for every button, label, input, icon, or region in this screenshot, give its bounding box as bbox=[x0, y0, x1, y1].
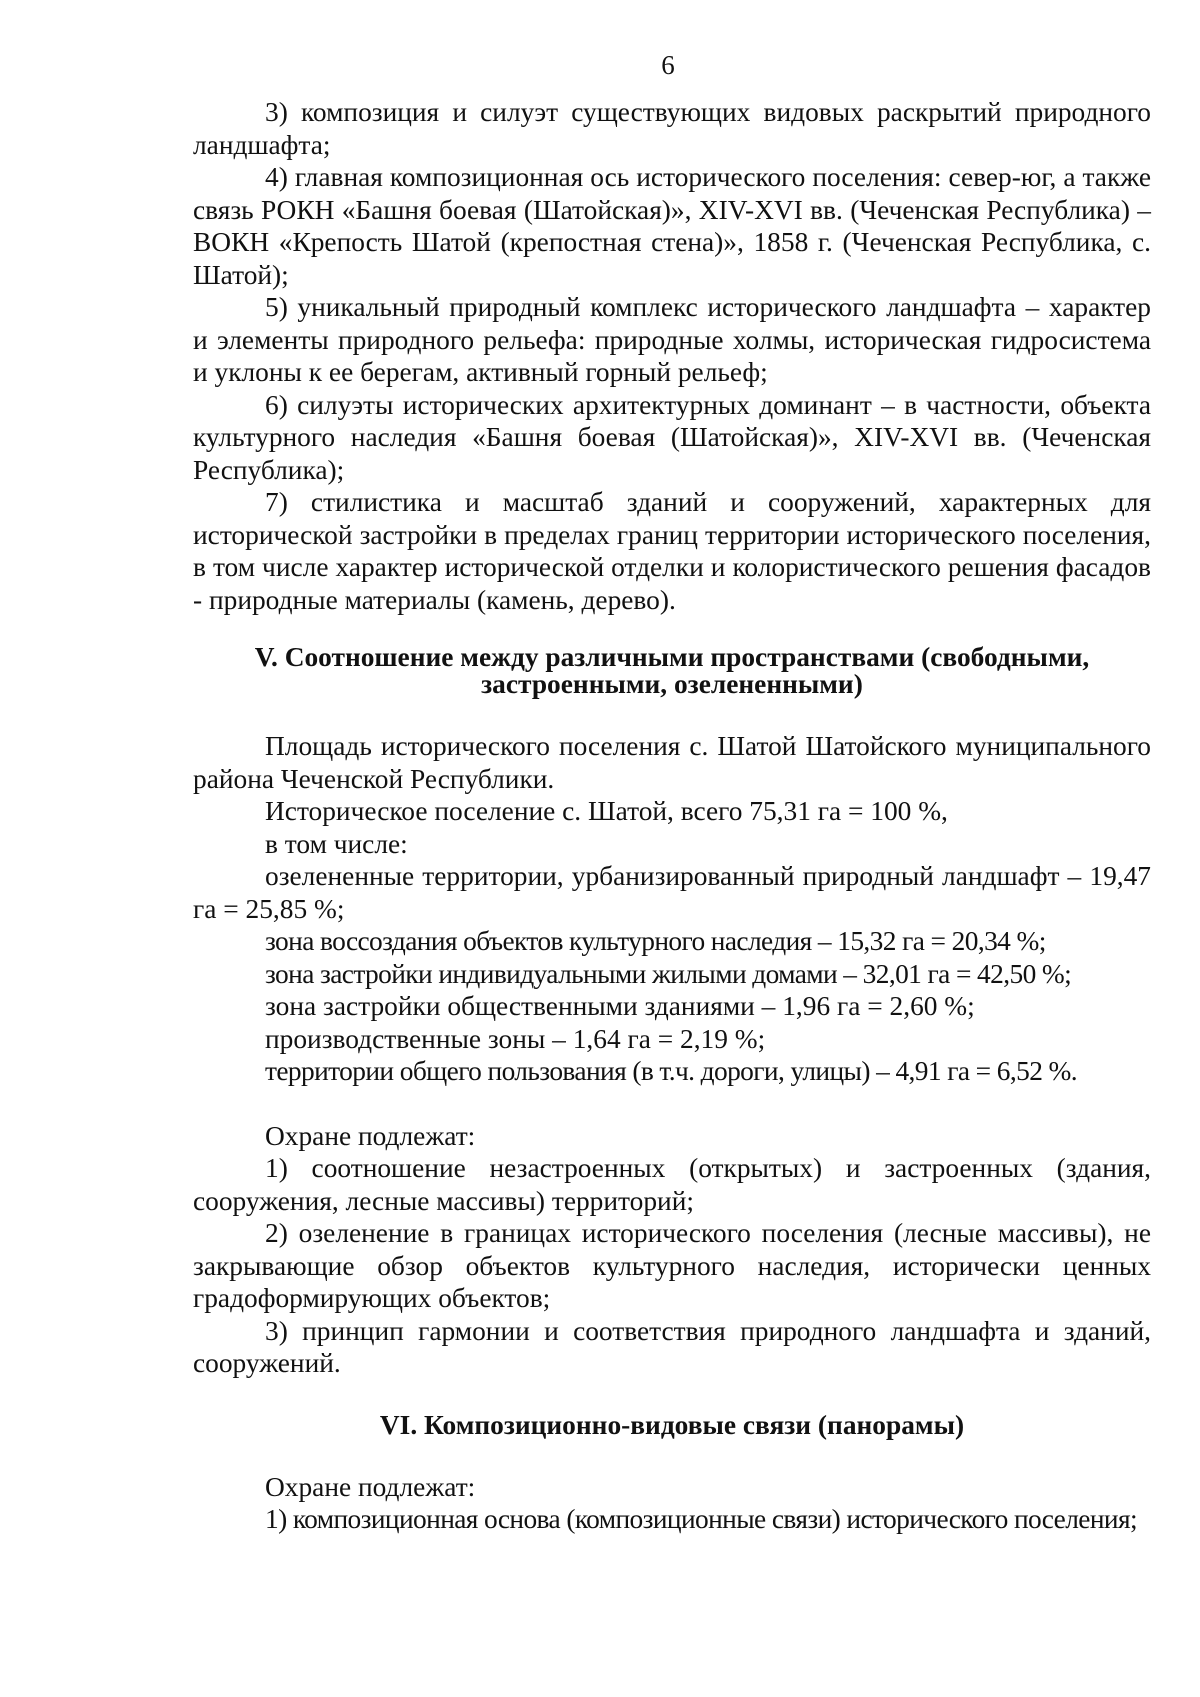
area-zone-restore: зона воссоздания объектов культурного наследия – 15,32 га = 20,34 %; bbox=[265, 926, 1046, 956]
list-item: 6) силуэты исторических архитектурных доминант – в частности, объекта культурного наследия «Башня боевая (Шатойская)», XIV-XVI вв. (Чеченская Республика); bbox=[193, 389, 1151, 485]
list-item: 5) уникальный природный комплекс исторического ландшафта – характер и элементы природного рельефа: природные холмы, историческая гидросистема и уклоны к ее берегам, активный горный рельеф; bbox=[193, 292, 1151, 387]
protect-item: 2) озеленение в границах исторического поселения (лесные массивы), не закрывающие обзор объектов культурного наследия, исторически ценных градоформирующих объектов; bbox=[193, 1218, 1151, 1313]
area-zone-common: территории общего пользования (в т.ч. дороги, улицы) – 4,91 га = 6,52 %. bbox=[265, 1056, 1078, 1086]
protect-label-6: Охране подлежат: bbox=[265, 1471, 476, 1502]
protect-item: 3) принцип гармонии и соответствия природного ландшафта и зданий, сооружений. bbox=[193, 1315, 1151, 1378]
list-item: 7) стилистика и масштаб зданий и сооружений, характерных для исторической застройки в пределах границ территории исторического поселения, в том числе характер исторической отделки и колористического решения фасадов - природные материалы (камень, дерево). bbox=[193, 487, 1151, 615]
area-zone-public: зона застройки общественными зданиями – 1,96 га = 2,60 %; bbox=[265, 991, 975, 1021]
area-green: озелененные территории, урбанизированный природный ландшафт – 19,47 га = 25,85 %; bbox=[193, 861, 1151, 924]
area-zone-residential: зона застройки индивидуальными жилыми домами – 32,01 га = 42,50 %; bbox=[265, 958, 1072, 989]
area-including: в том числе: bbox=[265, 828, 408, 859]
protect-label: Охране подлежат: bbox=[265, 1120, 476, 1151]
area-zone-industrial: производственные зоны – 1,64 га = 2,19 %; bbox=[265, 1023, 766, 1054]
section-heading-6: VI. Композиционно-видовые связи (панорамы) bbox=[379, 1409, 965, 1440]
list-item: 4) главная композиционная ось исторического поселения: север-юг, а также связь РОКН «Башня боевая (Шатойская)», XIV-XVI вв. (Чеченская Республика) – ВОКН «Крепость Шатой (крепостная стена)», 1858 г. (Чеченская Республика, с. Шатой); bbox=[193, 162, 1151, 290]
list-item: 3) композиция и силуэт существующих видовых раскрытий природного ландшафта; bbox=[193, 97, 1151, 160]
heading-line-1: V. Соотношение между различными пространствами (свободными, bbox=[254, 642, 1090, 672]
section-heading bbox=[193, 644, 1151, 698]
area-total: Историческое поселение с. Шатой, всего 75,31 га = 100 %, bbox=[265, 796, 948, 826]
protect-item-6: 1) композиционная основа (композиционные связи) исторического поселения; bbox=[265, 1504, 1137, 1534]
protect-item: 1) соотношение незастроенных (открытых) и застроенных (здания, сооружения, лесные массивы) территорий; bbox=[193, 1153, 1151, 1216]
page-number: 6 bbox=[661, 50, 675, 80]
area-intro: Площадь исторического поселения с. Шатой Шатойского муниципального района Чеченской Республики. bbox=[193, 731, 1151, 794]
heading-line-2: застроенными, озелененными) bbox=[481, 669, 863, 699]
document-body bbox=[193, 96, 1151, 1536]
